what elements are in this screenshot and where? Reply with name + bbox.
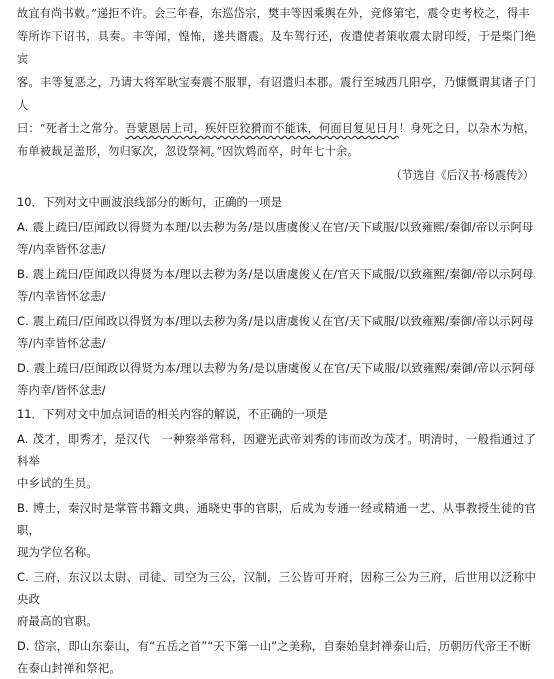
option-b[interactable] [17,497,536,563]
option-d[interactable] [17,635,536,679]
option-text: 中乡试的生员。 [17,476,98,490]
option-text: 三府，东汉以太尉、司徒、司空为三公，汉制，三公皆可开府，因称三公为三府，后世用以泛称中央政 [17,570,536,606]
option-letter: D. [17,361,30,375]
option-letter: A. [17,432,29,446]
option-a[interactable] [17,428,536,494]
passage-line: 故宜有尚书敕。”递拒不许。会三年春，东巡岱宗，樊丰等因乘舆在外，竞修第宅，震令吏考校之，得丰 [17,7,530,20]
passage-line [17,117,536,140]
option-c[interactable] [17,310,536,354]
option-letter: D. [17,639,30,653]
option-text: 震上疏曰/臣闻政以得贤为本/理以去秽为务/是以唐虞俊乂在官/天下咸服/以致雍熙/秦御/帝以示阿母 [32,314,534,328]
option-text: 府最高的官职。 [17,614,98,628]
wavy-underlined-text: 吾蒙恩居上司，疾奸臣狡猾而不能诛，何面目复见日月 [125,122,399,135]
question-stem: 10．下列对文中画波浪线部分的断句，正确的一项是 [17,195,283,209]
option-text: 震上疏曰/臣闻政以得贤为本/理以去秽为务/是以唐虞俊乂在/官天下咸服/以致雍熙/秦御/帝以示阿母 [32,267,534,281]
passage-text: 曰：“死者士之常分。 [17,122,126,135]
passage-text: ！身死之日，以杂木为棺， [398,122,536,135]
option-text: 岱宗，即山东泰山，有“五岳之首”“天下第一山”之美称，自秦始皇封禅泰山后，历朝历代帝王不断 [33,639,532,653]
question-stem: 11．下列对文中加点词语的相关内容的解说，不正确的一项是 [17,407,328,421]
option-text: 在泰山封禅和祭祀。 [17,661,121,675]
option-text: 震上疏曰/臣闻政以得贤为本/理以去秽为务/是以唐虞俊乂在官/天下咸服/以致雍熙/秦御/帝以示阿母 [33,361,535,375]
option-text: 等内幸/皆怀忿恚/ [17,383,106,397]
passage-line: 客。丰等复恶之，乃请大将军耿宝奏震不服罪，有诏遣归本郡。震行至城西几阳亭，乃慷慨谓其诸子门人 [17,76,536,112]
source-citation: （节选自《后汉书·杨震传》） [390,169,534,182]
passage-line: 布单被裁足盖形，勿归冢次，忽设祭祠。”因饮鸩而卒，时年七十余。 [17,145,359,158]
option-text: 等/内幸皆怀忿恚/ [17,242,106,256]
option-text: 等/内幸皆怀忿恚/ [17,289,106,303]
option-text: 茂才，即秀才，是汉代 一种察举常科，因避光武帝刘秀的讳而改为茂才。明清时，一般指通过了科举 [17,432,536,468]
option-d[interactable] [17,357,536,401]
option-text: 等/内幸皆怀忿恚/ [17,336,106,350]
option-c[interactable] [17,566,536,632]
option-letter: C. [17,570,29,584]
question-11 [17,403,536,679]
option-b[interactable] [17,263,536,307]
classical-passage [17,2,536,163]
question-10 [17,191,536,401]
option-text: 现为学位名称。 [17,545,98,559]
option-letter: B. [17,501,29,515]
option-text: 博士，秦汉时是掌管书籍文典、通晓史事的官职，后成为专通一经或精通一艺、从事教授生徒的官职， [17,501,536,537]
option-letter: B. [17,267,29,281]
option-a[interactable] [17,216,536,260]
passage-line: 等所诈下诏书，具奏。丰等闻，惶怖，遂共谮震。及车驾行还，夜遣使者策收震太尉印绶，于是柴门绝宾 [17,30,536,66]
option-text: 震上疏曰/臣闻政以得贤为本理/以去秽为务/是以唐虞俊乂在官/天下咸服/以致雍熙/秦御/帝以示阿母 [32,220,534,234]
option-letter: A. [17,220,29,234]
option-letter: C. [17,314,29,328]
